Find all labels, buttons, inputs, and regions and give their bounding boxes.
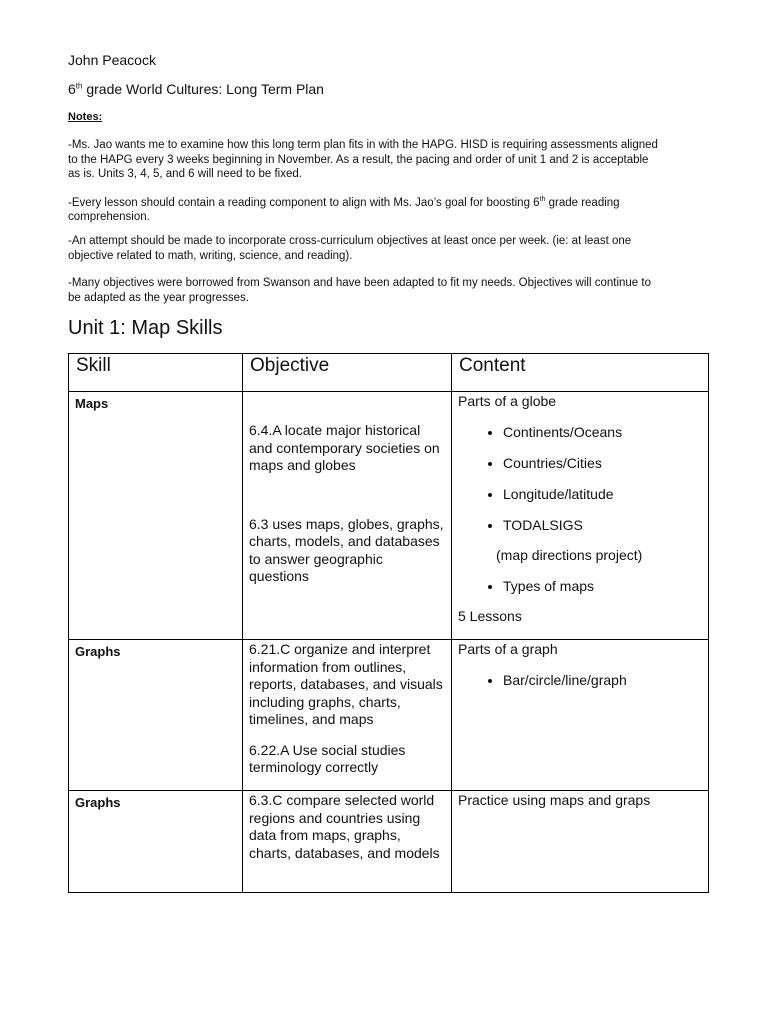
unit-title: Unit 1: Map Skills	[68, 317, 223, 339]
list-item: • Countries/Cities	[503, 455, 702, 473]
content-list	[458, 672, 702, 690]
table-row	[69, 640, 709, 791]
list-item: • TODALSIGS	[503, 517, 702, 535]
skill-cell: Graphs	[69, 640, 243, 791]
document-title	[68, 81, 324, 97]
lesson-count: 5 Lessons	[458, 608, 522, 624]
list-item: • Continents/Oceans	[503, 424, 702, 442]
objective-text: 6.4.A locate major historical and contemporary societies on maps and globes	[249, 422, 440, 473]
title-grade: 6	[68, 81, 76, 97]
content-list	[458, 578, 702, 596]
list-item: • Longitude/latitude	[503, 486, 702, 504]
content-cell	[452, 791, 709, 893]
note-reading	[68, 193, 658, 225]
note-reading-text-end: grade reading comprehension.	[68, 196, 620, 224]
note-reading-text: -Every lesson should contain a reading component to align with Ms. Jao’s goal for boosting 6	[68, 196, 540, 209]
content-title: Parts of a graph	[458, 641, 558, 657]
objective-text: 6.3.C compare selected world regions and countries using data from maps, graphs, charts, databases, and models	[249, 792, 440, 861]
list-item: • Types of maps	[503, 578, 702, 596]
note-cross-curriculum: -An attempt should be made to incorporate cross-curriculum objectives at least once per week. (ie: at least one objective related to math, writing, science, and reading).	[68, 235, 632, 262]
content-cell	[452, 640, 709, 791]
objective-text: 6.21.C organize and interpret information from outlines, reports, databases, and visuals including graphs, charts, timelines, and maps	[249, 641, 443, 727]
content-cell	[452, 392, 709, 640]
skill-cell: Maps	[69, 392, 243, 640]
table-header-row	[69, 354, 709, 392]
note-reading-sup: th	[539, 196, 546, 203]
objective-text: 6.3 uses maps, globes, graphs, charts, models, and databases to answer geographic questions	[249, 515, 444, 584]
header-skill: Skill	[69, 354, 243, 392]
header-objective: Objective	[243, 354, 452, 392]
author-name: John Peacock	[68, 52, 156, 68]
notes-label: Notes:	[68, 111, 103, 123]
unit-table	[68, 353, 709, 893]
content-note: (map directions project)	[496, 547, 643, 563]
header-content: Content	[452, 354, 709, 392]
note-hapg: -Ms. Jao wants me to examine how this long term plan fits in with the HAPG. HISD is requiring assessments aligned to the HAPG every 3 weeks beginning in November. As a result, the pacing and order of unit 1 and 2 is acceptable as is. Units 3, 4, 5, and 6 will need to be fixed.	[68, 139, 658, 180]
title-grade-suffix: th	[75, 81, 83, 91]
content-title: Parts of a globe	[458, 393, 557, 409]
skill-cell: Graphs	[69, 791, 243, 893]
list-item: • Bar/circle/line/graph	[503, 672, 702, 690]
note-objectives: -Many objectives were borrowed from Swanson and have been adapted to fit my needs. Objectives will continue to be adapted as the year progresses.	[68, 277, 651, 304]
objective-cell	[243, 640, 452, 791]
objective-text: 6.22.A Use social studies terminology correctly	[249, 741, 406, 775]
table-row	[69, 392, 709, 640]
title-text: grade World Cultures: Long Term Plan	[82, 81, 324, 97]
content-list	[458, 424, 702, 535]
objective-cell	[243, 392, 452, 640]
table-row	[69, 791, 709, 893]
content-title: Practice using maps and graps	[458, 792, 651, 808]
objective-cell	[243, 791, 452, 893]
